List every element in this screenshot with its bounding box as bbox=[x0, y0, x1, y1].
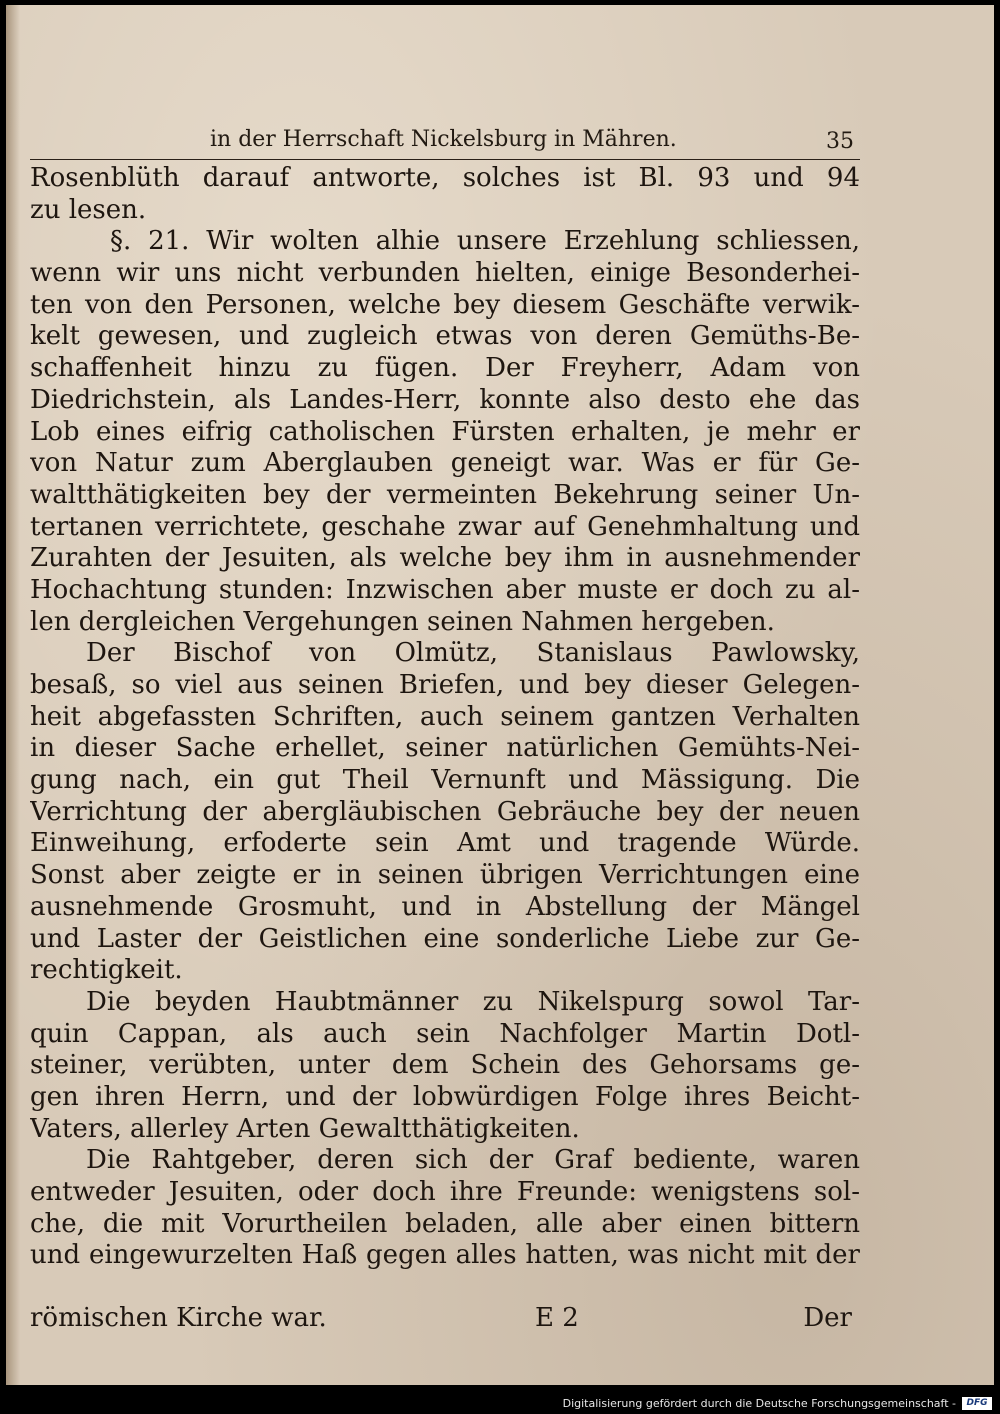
text-line: Hochachtung stunden: Inzwischen aber muste er doch zu al- bbox=[30, 574, 860, 605]
text-line: besaß, so viel aus seinen Briefen, und bey dieser Gelegen- bbox=[30, 670, 860, 700]
text-line: Vaters, allerley Arten Gewaltthätigkeiten. bbox=[30, 1113, 580, 1144]
text-body bbox=[30, 163, 860, 1272]
text-line: §. 21. Wir wolten alhie unsere Erzehlung schliessen, bbox=[110, 226, 860, 257]
text-line: Die Rahtgeber, deren sich der Graf bediente, waren bbox=[86, 1145, 860, 1176]
credit-text: Digitalisierung gefördert durch die Deutsche Forschungsgemeinschaft - bbox=[562, 1397, 956, 1410]
text-line: Sonst aber zeigte er in seinen übrigen Verrichtungen eine bbox=[30, 860, 860, 891]
text-line: quin Cappan, als auch sein Nachfolger Martin Dotl- bbox=[30, 1018, 860, 1049]
text-line: ten von den Personen, welche bey diesem Geschäfte verwik- bbox=[30, 289, 860, 320]
page-footer bbox=[30, 1303, 860, 1335]
text-line: und eingewurzelten Haß gegen alles hatten, was nicht mit der bbox=[30, 1240, 860, 1271]
page-header bbox=[30, 123, 860, 160]
catchword: Der bbox=[803, 1303, 852, 1333]
text-line: Der Bischof von Olmütz, Stanislaus Pawlowsky, bbox=[86, 638, 860, 669]
text-line: kelt gewesen, und zugleich etwas von deren Gemüths-Be- bbox=[30, 321, 860, 352]
text-line: wenn wir uns nicht verbunden hielten, einige Besonderhei- bbox=[30, 258, 860, 289]
page-edge-shadow bbox=[6, 5, 20, 1385]
running-head: in der Herrschaft Nickelsburg in Mähren. bbox=[210, 127, 677, 152]
text-line: schaffenheit hinzu zu fügen. Der Freyherr, Adam von bbox=[30, 353, 860, 384]
text-line: und Laster der Geistlichen eine sonderliche Liebe zur Ge- bbox=[30, 923, 860, 954]
text-line: heit abgefassten Schriften, auch seinem gantzen Verhalten bbox=[30, 701, 860, 732]
text-line: Lob eines eifrig catholischen Fürsten erhalten, je mehr er bbox=[30, 416, 860, 447]
text-line: Zurahten der Jesuiten, als welche bey ihm in ausnehmender bbox=[30, 543, 860, 574]
dfg-logo-icon: DFG bbox=[962, 1397, 992, 1410]
text-line: waltthätigkeiten bey der vermeinten Bekehrung seiner Un- bbox=[30, 479, 860, 510]
last-text-line: römischen Kirche war. bbox=[30, 1303, 327, 1333]
text-line: von Natur zum Aberglauben geneigt war. Was er für Ge- bbox=[30, 448, 860, 479]
text-line: gung nach, ein gut Theil Vernunft und Mässigung. Die bbox=[30, 765, 860, 796]
text-line: in dieser Sache erhellet, seiner natürlichen Gemühts-Nei- bbox=[30, 733, 860, 764]
text-line: che, die mit Vorurtheilen beladen, alle aber einen bittern bbox=[30, 1208, 860, 1239]
text-line: Einweihung, erfoderte sein Amt und tragende Würde. bbox=[30, 828, 860, 859]
text-line: tertanen verrichtete, geschahe zwar auf Genehmhaltung und bbox=[30, 511, 860, 542]
text-line: ausnehmende Grosmuht, und in Abstellung der Mängel bbox=[30, 891, 860, 922]
book-page bbox=[6, 5, 994, 1385]
text-line: Rosenblüth darauf antworte, solches ist Bl. 93 und 94 bbox=[30, 163, 860, 193]
text-line: Verrichtung der abergläubischen Gebräuche bey der neuen bbox=[30, 796, 860, 827]
text-line: Die beyden Haubtmänner zu Nikelspurg sowol Tar- bbox=[86, 986, 860, 1017]
text-line: zu lesen. bbox=[30, 194, 147, 225]
credit-bar bbox=[0, 1394, 1000, 1414]
text-line: gen ihren Herrn, und der lobwürdigen Folge ihres Beicht- bbox=[30, 1081, 860, 1112]
text-line: Diedrichstein, als Landes-Herr, konnte also desto ehe das bbox=[30, 384, 860, 415]
text-line: steiner, verübten, unter dem Schein des Gehorsams ge- bbox=[30, 1050, 860, 1081]
text-line: rechtigkeit. bbox=[30, 955, 183, 986]
text-line: entweder Jesuiten, oder doch ihre Freunde: wenigstens sol- bbox=[30, 1177, 860, 1207]
text-line: len dergleichen Vergehungen seinen Nahmen hergeben. bbox=[30, 606, 775, 637]
page-number: 35 bbox=[826, 129, 854, 154]
signature-mark: E 2 bbox=[535, 1303, 579, 1333]
